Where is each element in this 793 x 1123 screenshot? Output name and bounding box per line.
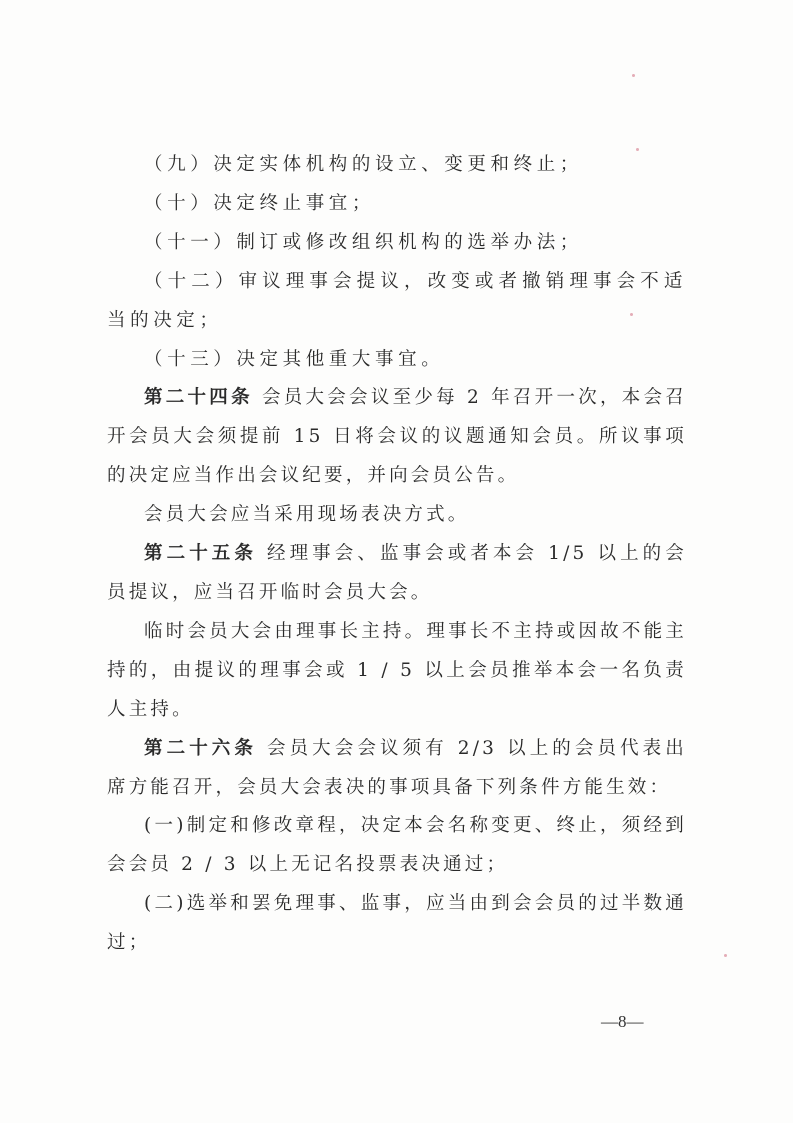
page-number: —8— (601, 1012, 644, 1031)
item-text: (一)制定和修改章程，决定本会名称变更、终止，须经到会会员 2 / 3 以上无记名投票表决通过； (107, 815, 687, 876)
paragraph-text: 会员大会应当采用现场表决方式。 (144, 504, 470, 526)
article-heading: 第二十五条 (144, 543, 257, 565)
clause-12 (107, 263, 687, 341)
article-24-paragraph-2 (107, 496, 687, 535)
scan-speck (636, 148, 639, 151)
clause-text: （十）决定终止事宜； (144, 192, 376, 214)
article-text: 经理事会、监事会或者本会 1/5 以上的会员提议，应当召开临时会员大会。 (107, 543, 687, 603)
article-26 (107, 730, 687, 808)
article-24 (107, 379, 687, 496)
article-text: 会员大会会议至少每 2 年召开一次，本会召开会员大会须提前 15 日将会议的议题通知会员。所议事项的决定应当作出会议纪要，并向会员公告。 (107, 387, 687, 487)
scan-speck (724, 954, 727, 957)
article-26-item-2 (107, 885, 687, 963)
article-text: 会员大会会议须有 2/3 以上的会员代表出席方能召开，会员大会表决的事项具备下列条件方能生效： (107, 737, 687, 798)
document-body (107, 146, 687, 963)
clause-13 (107, 341, 687, 380)
article-heading: 第二十四条 (144, 387, 253, 409)
item-text: (二)选举和罢免理事、监事，应当由到会会员的过半数通过； (107, 893, 687, 954)
article-26-item-1 (107, 807, 687, 885)
article-25 (107, 535, 687, 613)
scan-speck (632, 74, 635, 77)
clause-11 (107, 224, 687, 263)
clause-text: （十一）制订或修改组织机构的选举办法； (144, 231, 583, 253)
clause-10 (107, 185, 687, 224)
clause-text: （十三）决定其他重大事宜。 (144, 348, 445, 370)
scan-speck (630, 313, 633, 316)
clause-text: （九）决定实体机构的设立、变更和终止； (144, 154, 583, 175)
article-heading: 第二十六条 (144, 737, 257, 759)
clause-text: （十二）审议理事会提议，改变或者撤销理事会不适当的决定； (107, 270, 687, 331)
clause-9 (107, 146, 687, 185)
paragraph-text: 临时会员大会由理事长主持。理事长不主持或因故不能主持的，由提议的理事会或 1 / 5 以上会员推举本会一名负责人主持。 (107, 620, 687, 720)
article-25-paragraph-2 (107, 613, 687, 730)
